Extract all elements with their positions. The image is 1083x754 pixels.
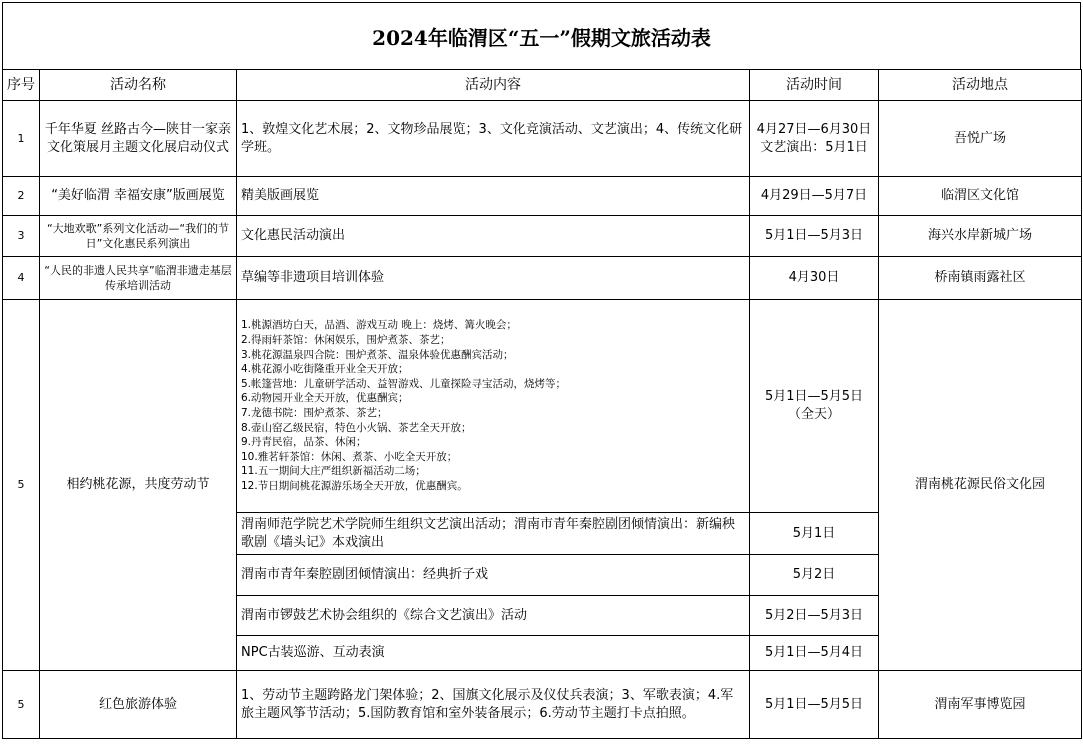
row-place: 渭南桃花源民俗文化园 <box>879 300 1082 671</box>
row-time: 5月1日—5月5日 （全天） <box>764 389 864 422</box>
table-row <box>3 300 1082 513</box>
row-no: 2 <box>3 177 40 216</box>
row-no: 1 <box>3 101 40 177</box>
list-item: 2.得雨轩茶馆：休闲娱乐，围炉煮茶、茶艺； <box>241 334 451 347</box>
activity-list <box>237 300 750 513</box>
row-place: 渭南军事博览园 <box>879 671 1082 739</box>
header-content: 活动内容 <box>237 70 750 101</box>
row-no: 4 <box>3 257 40 300</box>
row-time: 4月27日—6月30日 文艺演出：5月1日 <box>756 121 872 155</box>
list-item: 5.帐篷营地：儿童研学活动、益智游戏、儿童探险寻宝活动，烧烤等； <box>241 377 567 390</box>
row-place: 临渭区文化馆 <box>879 177 1082 216</box>
row-name: 千年华夏 丝路古今—陕甘一家亲文化策展月主题文化展启动仪式 <box>40 101 237 177</box>
table-row <box>3 177 1082 216</box>
row-time: 4月30日 <box>750 257 879 300</box>
row-content: 文化惠民活动演出 <box>237 216 750 257</box>
row-time: 5月2日 <box>750 555 879 596</box>
row-content: NPC古装巡游、互动表演 <box>237 636 750 671</box>
row-time: 4月29日—5月7日 <box>750 177 879 216</box>
header-no: 序号 <box>3 70 40 101</box>
row-content: 1、劳动节主题跨路龙门架体验；2、国旗文化展示及仪仗兵表演；3、军歌表演；4.军旅主题风筝节活动；5.国防教育馆和室外装备展示；6.劳动节主题打卡点拍照。 <box>237 671 750 739</box>
list-item: 1.桃源酒坊白天，品酒、游戏互动 晚上：烧烤、篝火晚会； <box>241 319 517 332</box>
row-time: 5月1日—5月4日 <box>750 636 879 671</box>
row-content: 1、敦煌文化艺术展；2、文物珍品展览；3、文化竞演活动、文艺演出；4、传统文化研学班。 <box>237 101 750 177</box>
list-item: 9.丹青民宿，品茶、休闲； <box>241 436 367 449</box>
row-name: 相约桃花源，共度劳动节 <box>40 300 237 671</box>
list-item: 3.桃花源温泉四合院：围炉煮茶、温泉体验优惠酬宾活动； <box>241 348 514 361</box>
row-content: 渭南市锣鼓艺术协会组织的《综合文艺演出》活动 <box>237 596 750 636</box>
list-item: 11.五一期间大庄严组织新福活动二场； <box>241 465 426 478</box>
row-time: 5月1日 <box>750 513 879 555</box>
row-time: 5月1日—5月3日 <box>750 216 879 257</box>
row-time: 5月1日—5月5日 <box>750 671 879 739</box>
header-time: 活动时间 <box>750 70 879 101</box>
header-name: 活动名称 <box>40 70 237 101</box>
row-name: “人民的非遗人民共享”临渭非遗走基层传承培训活动 <box>40 257 237 300</box>
row-no: 3 <box>3 216 40 257</box>
list-item: 4.桃花源小吃街隆重开业全天开放； <box>241 363 409 376</box>
row-name: 红色旅游体验 <box>40 671 237 739</box>
list-item: 7.龙德书院：围炉煮茶、茶艺； <box>241 407 388 419</box>
row-no: 5 <box>3 300 40 671</box>
list-item: 6.动物园开业全天开放，优惠酬宾； <box>241 392 409 405</box>
list-item: 12.节日期间桃花源游乐场全天开放，优惠酬宾。 <box>241 479 468 492</box>
list-item: 10.雅茗轩茶馆：休闲、煮茶、小吃全天开放； <box>241 450 458 463</box>
row-name: “美好临渭 幸福安康”版画展览 <box>40 177 237 216</box>
activity-table <box>2 69 1082 739</box>
title-box <box>2 2 1081 69</box>
row-place: 吾悦广场 <box>879 101 1082 177</box>
table-row <box>3 101 1082 177</box>
row-no: 5 <box>3 671 40 739</box>
row-content: 渭南市青年秦腔剧团倾情演出：经典折子戏 <box>237 555 750 596</box>
row-content: 草编等非遗项目培训体验 <box>237 257 750 300</box>
table-row <box>3 257 1082 300</box>
row-content: 精美版画展览 <box>237 177 750 216</box>
row-time: 5月2日—5月3日 <box>750 596 879 636</box>
table-row <box>3 671 1082 739</box>
row-place: 桥南镇雨露社区 <box>879 257 1082 300</box>
activity-sheet <box>2 2 1081 739</box>
table-row <box>3 216 1082 257</box>
row-content: 渭南师范学院艺术学院师生组织文艺演出活动；渭南市青年秦腔剧团倾情演出：新编秧歌剧《墙头记》本戏演出 <box>237 513 750 555</box>
list-item: 8.壶山窑乙级民宿，特色小火锅、茶艺全天开放； <box>241 421 472 434</box>
header-place: 活动地点 <box>879 70 1082 101</box>
page-title: 2024年临渭区“五一”假期文旅活动表 <box>372 25 711 50</box>
row-name: “大地欢歌”系列文化活动—“我们的节日”文化惠民系列演出 <box>40 216 237 257</box>
header-row <box>3 70 1082 101</box>
row-place: 海兴水岸新城广场 <box>879 216 1082 257</box>
